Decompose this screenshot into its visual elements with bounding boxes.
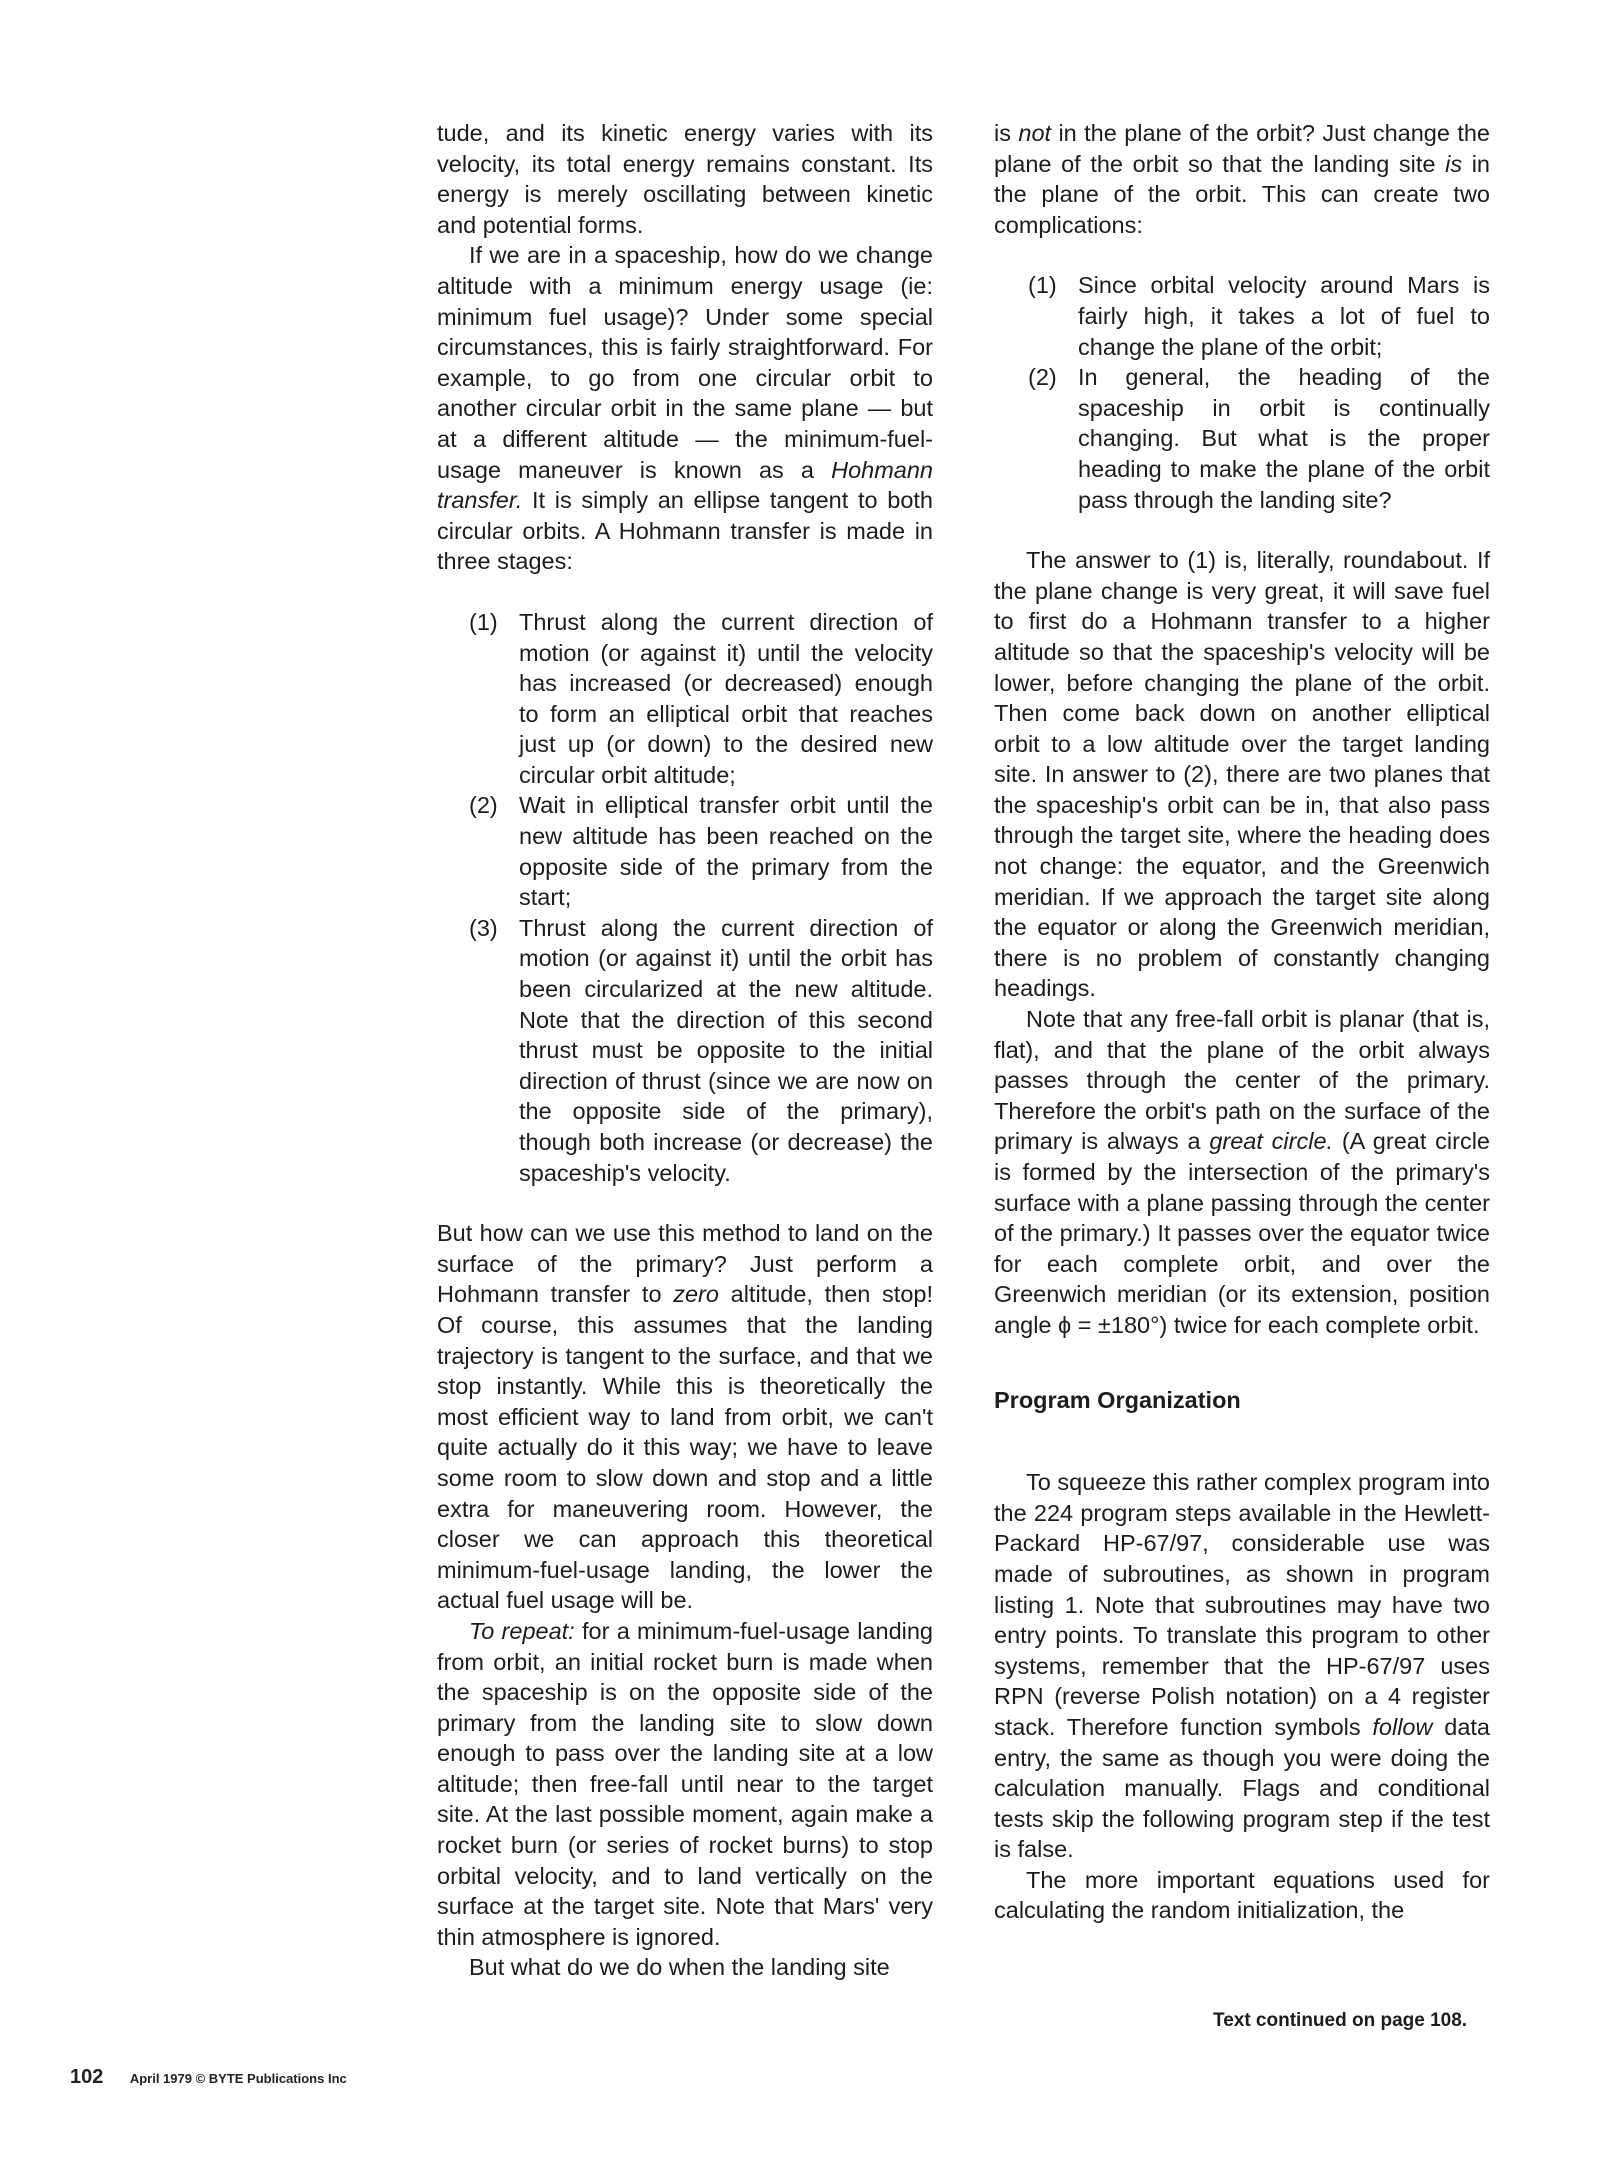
text-run: is [994,120,1019,146]
list-number: (1) [469,608,498,635]
text-run: in the plane of the orbit. This can create two complications: [994,150,1490,238]
text-run: But how can we use this method to land on the surface of the primary? Just perform a Hohmann transfer to [437,1220,933,1308]
text-run: in the plane of the orbit? Just change the plane of the orbit so that the landing site [994,120,1491,177]
paragraph [994,1467,1490,1865]
emphasis: great circle. [1209,1128,1334,1155]
paragraph [437,240,933,577]
list-text: Thrust along the current direction of motion (or against it) until the velocity has increased (or decreased) enough to form an elliptical orbit that reaches just up (or down) to the desired new circular orbit altitude; [519,608,933,788]
hohmann-steps-list [437,607,933,1188]
text-run: for a minimum-fuel-usage landing from orbit, an initial rocket burn is made when the spaceship is on the opposite side of the primary from the landing site to slow down enough to pass over the landing site at a low altitude; then free-fall until near to the target site. At the last possible moment, again make a rocket burn (or series of rocket burns) to stop orbital velocity, and to land vertically on the surface at the target site. Note that Mars' very thin atmosphere is ignored. [437,1617,933,1950]
list-item [437,913,933,1188]
left-column [437,118,933,1983]
text-run: It is simply an ellipse tangent to both circular orbits. A Hohmann transfer is made in three stages: [437,487,933,575]
emphasis: follow [1372,1713,1433,1740]
list-number: (2) [1028,364,1057,391]
text-run: (A great circle is formed by the intersection of the primary's surface with a plane passing through the center of the primary.) It passes over the equator twice for each complete orbit, and over the Greenwich meridian (or its extension, position angle ϕ = ±180°) twice for each complete orbit. [994,1128,1490,1338]
continued-note: Text continued on page 108. [1213,2010,1468,2031]
paragraph [994,118,1490,240]
text-run: Note that any free-fall orbit is planar (that is, flat), and that the plane of the orbit always passes through the center of the primary. Therefore the orbit's path on the surface of the primary is always a [994,1006,1490,1155]
paragraph: The answer to (1) is, literally, roundabout. If the plane change is very great, it will save fuel to first do a Hohmann transfer to a higher altitude so that the spaceship's velocity will be lower, before changing the plane of the orbit. Then come back down on another elliptical orbit to a low altitude over the target landing site. In answer to (2), there are two planes that the spaceship's orbit can be in, that also pass through the target site, where the heading does not change: the equator, and the Greenwich meridian. If we approach the target site along the equator or along the Greenwich meridian, there is no problem of constantly changing headings. [994,547,1490,1002]
list-item [994,362,1490,515]
publication-credit: April 1979 © BYTE Publications Inc [129,2071,347,2086]
emphasis: To repeat: [469,1617,575,1644]
paragraph: tude, and its kinetic energy varies with its velocity, its total energy remains constant. Its energy is merely oscillating between kinetic and potential forms. [437,120,933,238]
page-footer [70,2066,347,2089]
section-heading: Program Organization [994,1386,1241,1413]
text-run: If we are in a spaceship, how do we change altitude with a minimum energy usage (ie: minimum fuel usage)? Under some special circumstances, this is fairly straightforward. For example, to go from one circular orbit to another circular orbit in the same plane — but at a different altitude — the minimum-fuel-usage maneuver is known as a [437,242,933,483]
page-number: 102 [70,2066,104,2088]
emphasis: not [1018,120,1052,146]
list-number: (1) [1028,272,1057,299]
list-item [437,607,933,791]
text-run: altitude, then stop! Of course, this assumes that the landing trajectory is tangent to the surface, and that we stop instantly. While this is theoretically the most efficient way to land from orbit, we can't quite actually do it this way; we have to leave some room to slow down and stop and a little extra for maneuvering room. However, the closer we can approach this theoretical minimum-fuel-usage landing, the lower the actual fuel usage will be. [437,1281,933,1614]
paragraph: The more important equations used for calculating the random initialization, the [994,1866,1490,1924]
list-item [994,270,1490,362]
list-number: (3) [469,914,498,941]
emphasis: zero [673,1281,719,1308]
right-column [994,118,1490,1926]
text-run: data entry, the same as though you were doing the calculation manually. Flags and conditional tests skip the following program step if the test is false. [994,1713,1490,1863]
paragraph: But what do we do when the landing site [469,1954,890,1981]
list-text: Thrust along the current direction of motion (or against it) until the orbit has been circularized at the new altitude. Note that the direction of this second thrust must be opposite to the initial direction of thrust (since we are now on the opposite side of the primary), though both increase (or decrease) the spaceship's velocity. [519,914,933,1186]
paragraph [437,1218,933,1616]
complications-list [994,270,1490,515]
paragraph [437,1616,933,1953]
list-number: (2) [469,792,498,819]
emphasis: Hohmann transfer. [437,456,933,514]
text-run: To squeeze this rather complex program into the 224 program steps available in the Hewlett-Packard HP-67/97, considerable use was made of subroutines, as shown in program listing 1. Note that subroutines may have two entry points. To translate this program to other systems, remember that the HP-67/97 uses RPN (reverse Polish notation) on a 4 register stack. Therefore function symbols [994,1469,1490,1740]
list-text: Wait in elliptical transfer orbit until the new altitude has been reached on the opposite side of the primary from the start; [519,792,933,911]
emphasis: is [1445,150,1463,177]
paragraph [994,1004,1490,1341]
list-text: In general, the heading of the spaceship in orbit is continually changing. But what is the proper heading to make the plane of the orbit pass through the landing site? [1078,364,1490,513]
list-item [437,790,933,912]
list-text: Since orbital velocity around Mars is fairly high, it takes a lot of fuel to change the plane of the orbit; [1078,272,1490,360]
